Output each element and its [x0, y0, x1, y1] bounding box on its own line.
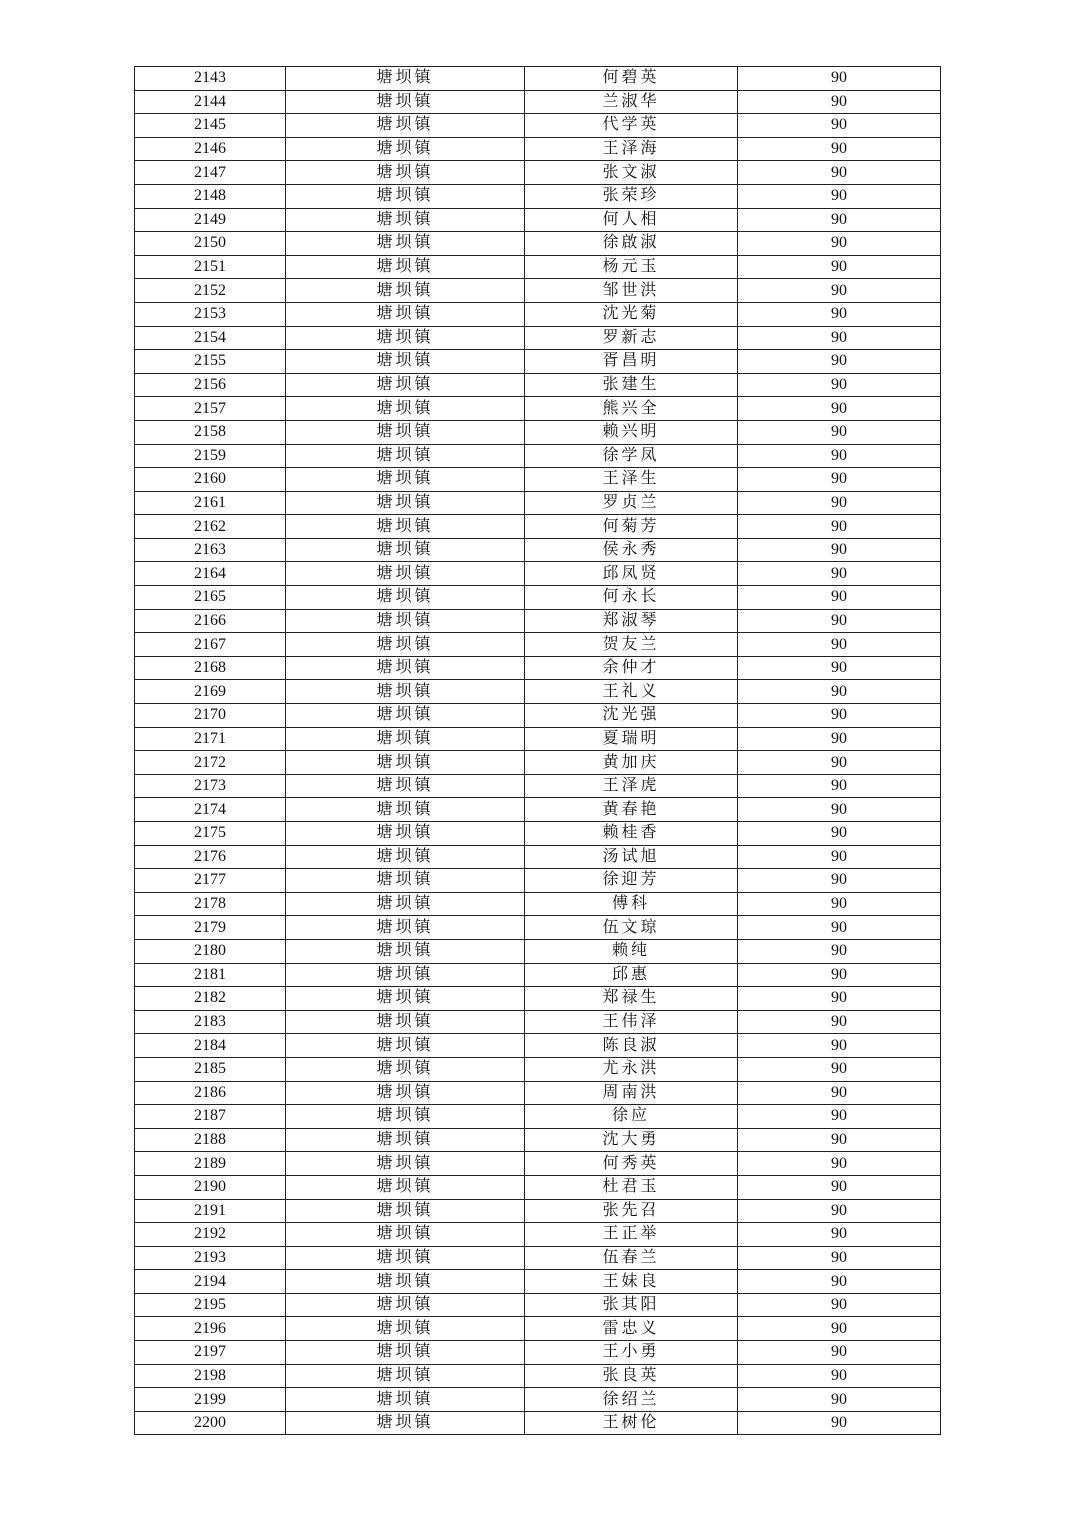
cell-amount: 90: [738, 751, 941, 775]
cell-township: 塘坝镇: [286, 751, 525, 775]
cell-township: 塘坝镇: [286, 1293, 525, 1317]
cell-township: 塘坝镇: [286, 939, 525, 963]
cell-person-name: 张建生: [525, 373, 738, 397]
cell-amount: 90: [738, 90, 941, 114]
cell-township: 塘坝镇: [286, 845, 525, 869]
table-row: [135, 397, 941, 421]
cell-serial-number: 2174: [135, 798, 286, 822]
table-row: [135, 939, 941, 963]
cell-township: 塘坝镇: [286, 798, 525, 822]
cell-township: 塘坝镇: [286, 822, 525, 846]
table-row: [135, 161, 941, 185]
cell-township: 塘坝镇: [286, 491, 525, 515]
cell-township: 塘坝镇: [286, 302, 525, 326]
cell-amount: 90: [738, 704, 941, 728]
cell-amount: 90: [738, 822, 941, 846]
cell-serial-number: 2196: [135, 1317, 286, 1341]
cell-person-name: 王礼义: [525, 680, 738, 704]
table-row: [135, 279, 941, 303]
cell-serial-number: 2158: [135, 420, 286, 444]
cell-person-name: 夏瑞明: [525, 727, 738, 751]
cell-township: 塘坝镇: [286, 67, 525, 91]
cell-amount: 90: [738, 1128, 941, 1152]
cell-person-name: 汤试旭: [525, 845, 738, 869]
cell-serial-number: 2191: [135, 1199, 286, 1223]
cell-person-name: 罗贞兰: [525, 491, 738, 515]
cell-township: 塘坝镇: [286, 704, 525, 728]
table-row: [135, 562, 941, 586]
cell-person-name: 王妹良: [525, 1270, 738, 1294]
table-row: [135, 633, 941, 657]
cell-person-name: 何菊芳: [525, 515, 738, 539]
cell-serial-number: 2152: [135, 279, 286, 303]
cell-person-name: 张良英: [525, 1364, 738, 1388]
cell-township: 塘坝镇: [286, 326, 525, 350]
cell-township: 塘坝镇: [286, 656, 525, 680]
cell-township: 塘坝镇: [286, 1388, 525, 1412]
cell-serial-number: 2182: [135, 987, 286, 1011]
cell-serial-number: 2186: [135, 1081, 286, 1105]
cell-serial-number: 2153: [135, 302, 286, 326]
table-row: [135, 232, 941, 256]
cell-township: 塘坝镇: [286, 963, 525, 987]
cell-serial-number: 2166: [135, 609, 286, 633]
cell-serial-number: 2183: [135, 1010, 286, 1034]
cell-person-name: 伍文琼: [525, 916, 738, 940]
cell-amount: 90: [738, 609, 941, 633]
cell-serial-number: 2159: [135, 444, 286, 468]
cell-amount: 90: [738, 869, 941, 893]
table-row: [135, 987, 941, 1011]
cell-person-name: 沈光强: [525, 704, 738, 728]
cell-township: 塘坝镇: [286, 916, 525, 940]
cell-person-name: 雷忠义: [525, 1317, 738, 1341]
cell-township: 塘坝镇: [286, 1175, 525, 1199]
cell-amount: 90: [738, 184, 941, 208]
cell-township: 塘坝镇: [286, 90, 525, 114]
cell-person-name: 徐迎芳: [525, 869, 738, 893]
cell-person-name: 侯永秀: [525, 538, 738, 562]
cell-amount: 90: [738, 1105, 941, 1129]
cell-amount: 90: [738, 255, 941, 279]
cell-serial-number: 2143: [135, 67, 286, 91]
table-row: [135, 1199, 941, 1223]
cell-serial-number: 2178: [135, 892, 286, 916]
cell-serial-number: 2154: [135, 326, 286, 350]
table-row: [135, 586, 941, 610]
cell-person-name: 郑禄生: [525, 987, 738, 1011]
cell-amount: 90: [738, 680, 941, 704]
cell-person-name: 兰淑华: [525, 90, 738, 114]
cell-person-name: 代学英: [525, 114, 738, 138]
cell-amount: 90: [738, 798, 941, 822]
cell-serial-number: 2148: [135, 184, 286, 208]
cell-amount: 90: [738, 633, 941, 657]
table-row: [135, 208, 941, 232]
cell-township: 塘坝镇: [286, 1317, 525, 1341]
cell-serial-number: 2185: [135, 1057, 286, 1081]
table-row: [135, 1341, 941, 1365]
table-row: [135, 1246, 941, 1270]
cell-township: 塘坝镇: [286, 161, 525, 185]
cell-serial-number: 2195: [135, 1293, 286, 1317]
cell-person-name: 张先召: [525, 1199, 738, 1223]
cell-serial-number: 2197: [135, 1341, 286, 1365]
cell-person-name: 熊兴全: [525, 397, 738, 421]
table-row: [135, 255, 941, 279]
cell-township: 塘坝镇: [286, 1223, 525, 1247]
cell-amount: 90: [738, 232, 941, 256]
cell-amount: 90: [738, 161, 941, 185]
cell-amount: 90: [738, 1411, 941, 1435]
roster-table-body: [135, 67, 941, 1435]
table-row: [135, 1152, 941, 1176]
cell-person-name: 赖兴明: [525, 420, 738, 444]
cell-person-name: 杨元玉: [525, 255, 738, 279]
cell-person-name: 徐绍兰: [525, 1388, 738, 1412]
table-row: [135, 1364, 941, 1388]
cell-amount: 90: [738, 1034, 941, 1058]
cell-amount: 90: [738, 302, 941, 326]
cell-serial-number: 2167: [135, 633, 286, 657]
cell-person-name: 张文淑: [525, 161, 738, 185]
table-row: [135, 1270, 941, 1294]
cell-serial-number: 2160: [135, 468, 286, 492]
cell-amount: 90: [738, 1081, 941, 1105]
cell-township: 塘坝镇: [286, 373, 525, 397]
cell-township: 塘坝镇: [286, 1411, 525, 1435]
cell-township: 塘坝镇: [286, 1364, 525, 1388]
table-row: [135, 468, 941, 492]
cell-person-name: 邱惠: [525, 963, 738, 987]
cell-township: 塘坝镇: [286, 1057, 525, 1081]
table-row: [135, 373, 941, 397]
cell-person-name: 徐学凤: [525, 444, 738, 468]
table-row: [135, 1388, 941, 1412]
cell-serial-number: 2172: [135, 751, 286, 775]
table-row: [135, 892, 941, 916]
cell-serial-number: 2157: [135, 397, 286, 421]
cell-person-name: 沈大勇: [525, 1128, 738, 1152]
cell-amount: 90: [738, 1246, 941, 1270]
cell-township: 塘坝镇: [286, 184, 525, 208]
cell-person-name: 何人相: [525, 208, 738, 232]
cell-serial-number: 2165: [135, 586, 286, 610]
table-row: [135, 869, 941, 893]
cell-township: 塘坝镇: [286, 397, 525, 421]
cell-person-name: 伍春兰: [525, 1246, 738, 1270]
cell-serial-number: 2155: [135, 350, 286, 374]
cell-township: 塘坝镇: [286, 444, 525, 468]
table-row: [135, 1317, 941, 1341]
cell-serial-number: 2193: [135, 1246, 286, 1270]
cell-township: 塘坝镇: [286, 680, 525, 704]
cell-township: 塘坝镇: [286, 774, 525, 798]
cell-amount: 90: [738, 373, 941, 397]
cell-person-name: 邱凤贤: [525, 562, 738, 586]
cell-township: 塘坝镇: [286, 892, 525, 916]
cell-township: 塘坝镇: [286, 869, 525, 893]
cell-township: 塘坝镇: [286, 609, 525, 633]
cell-amount: 90: [738, 326, 941, 350]
cell-township: 塘坝镇: [286, 114, 525, 138]
table-row: [135, 845, 941, 869]
cell-township: 塘坝镇: [286, 255, 525, 279]
cell-amount: 90: [738, 1057, 941, 1081]
cell-amount: 90: [738, 515, 941, 539]
table-row: [135, 963, 941, 987]
cell-person-name: 陈良淑: [525, 1034, 738, 1058]
cell-amount: 90: [738, 397, 941, 421]
cell-serial-number: 2168: [135, 656, 286, 680]
cell-township: 塘坝镇: [286, 586, 525, 610]
cell-amount: 90: [738, 1175, 941, 1199]
cell-serial-number: 2194: [135, 1270, 286, 1294]
cell-township: 塘坝镇: [286, 1010, 525, 1034]
table-row: [135, 491, 941, 515]
table-row: [135, 1175, 941, 1199]
cell-person-name: 何永长: [525, 586, 738, 610]
cell-serial-number: 2164: [135, 562, 286, 586]
cell-person-name: 王树伦: [525, 1411, 738, 1435]
cell-person-name: 杜君玉: [525, 1175, 738, 1199]
table-row: [135, 420, 941, 444]
cell-township: 塘坝镇: [286, 515, 525, 539]
table-row: [135, 1128, 941, 1152]
cell-serial-number: 2161: [135, 491, 286, 515]
table-row: [135, 609, 941, 633]
cell-amount: 90: [738, 1293, 941, 1317]
table-row: [135, 538, 941, 562]
cell-township: 塘坝镇: [286, 1341, 525, 1365]
cell-serial-number: 2156: [135, 373, 286, 397]
cell-amount: 90: [738, 562, 941, 586]
cell-serial-number: 2145: [135, 114, 286, 138]
cell-serial-number: 2192: [135, 1223, 286, 1247]
cell-person-name: 王小勇: [525, 1341, 738, 1365]
cell-township: 塘坝镇: [286, 137, 525, 161]
table-row: [135, 656, 941, 680]
table-row: [135, 1411, 941, 1435]
table-row: [135, 822, 941, 846]
cell-serial-number: 2162: [135, 515, 286, 539]
cell-amount: 90: [738, 1388, 941, 1412]
cell-person-name: 赖桂香: [525, 822, 738, 846]
cell-amount: 90: [738, 1341, 941, 1365]
cell-amount: 90: [738, 1199, 941, 1223]
table-row: [135, 1105, 941, 1129]
table-row: [135, 727, 941, 751]
cell-township: 塘坝镇: [286, 1128, 525, 1152]
cell-serial-number: 2190: [135, 1175, 286, 1199]
table-row: [135, 1034, 941, 1058]
cell-amount: 90: [738, 67, 941, 91]
cell-amount: 90: [738, 916, 941, 940]
cell-amount: 90: [738, 114, 941, 138]
cell-person-name: 尤永洪: [525, 1057, 738, 1081]
cell-person-name: 罗新志: [525, 326, 738, 350]
cell-amount: 90: [738, 1152, 941, 1176]
table-row: [135, 1293, 941, 1317]
cell-amount: 90: [738, 1270, 941, 1294]
cell-amount: 90: [738, 468, 941, 492]
cell-township: 塘坝镇: [286, 987, 525, 1011]
cell-serial-number: 2200: [135, 1411, 286, 1435]
table-row: [135, 1057, 941, 1081]
cell-township: 塘坝镇: [286, 420, 525, 444]
cell-amount: 90: [738, 1317, 941, 1341]
cell-amount: 90: [738, 1223, 941, 1247]
cell-serial-number: 2198: [135, 1364, 286, 1388]
cell-serial-number: 2181: [135, 963, 286, 987]
table-row: [135, 137, 941, 161]
cell-township: 塘坝镇: [286, 727, 525, 751]
cell-person-name: 王正举: [525, 1223, 738, 1247]
cell-amount: 90: [738, 586, 941, 610]
cell-serial-number: 2169: [135, 680, 286, 704]
cell-township: 塘坝镇: [286, 1270, 525, 1294]
cell-amount: 90: [738, 656, 941, 680]
table-row: [135, 326, 941, 350]
cell-amount: 90: [738, 939, 941, 963]
cell-person-name: 张荣珍: [525, 184, 738, 208]
cell-person-name: 王泽虎: [525, 774, 738, 798]
cell-person-name: 何碧英: [525, 67, 738, 91]
cell-person-name: 赖纯: [525, 939, 738, 963]
cell-township: 塘坝镇: [286, 1081, 525, 1105]
table-row: [135, 114, 941, 138]
cell-amount: 90: [738, 987, 941, 1011]
table-row: [135, 704, 941, 728]
cell-person-name: 黄春艳: [525, 798, 738, 822]
table-row: [135, 798, 941, 822]
cell-serial-number: 2146: [135, 137, 286, 161]
cell-township: 塘坝镇: [286, 1034, 525, 1058]
table-row: [135, 444, 941, 468]
cell-person-name: 王泽海: [525, 137, 738, 161]
cell-amount: 90: [738, 491, 941, 515]
cell-serial-number: 2187: [135, 1105, 286, 1129]
cell-township: 塘坝镇: [286, 350, 525, 374]
cell-township: 塘坝镇: [286, 538, 525, 562]
cell-serial-number: 2170: [135, 704, 286, 728]
cell-serial-number: 2163: [135, 538, 286, 562]
cell-serial-number: 2147: [135, 161, 286, 185]
table-row: [135, 184, 941, 208]
cell-township: 塘坝镇: [286, 208, 525, 232]
cell-person-name: 徐应: [525, 1105, 738, 1129]
cell-township: 塘坝镇: [286, 279, 525, 303]
cell-amount: 90: [738, 1364, 941, 1388]
cell-township: 塘坝镇: [286, 468, 525, 492]
cell-amount: 90: [738, 1010, 941, 1034]
cell-amount: 90: [738, 350, 941, 374]
table-row: [135, 680, 941, 704]
table-row: [135, 751, 941, 775]
table-row: [135, 1081, 941, 1105]
table-row: [135, 67, 941, 91]
cell-person-name: 贺友兰: [525, 633, 738, 657]
table-row: [135, 916, 941, 940]
cell-serial-number: 2179: [135, 916, 286, 940]
cell-amount: 90: [738, 208, 941, 232]
cell-amount: 90: [738, 444, 941, 468]
cell-person-name: 沈光菊: [525, 302, 738, 326]
cell-serial-number: 2176: [135, 845, 286, 869]
roster-table: [134, 66, 941, 1435]
cell-person-name: 郑淑琴: [525, 609, 738, 633]
cell-amount: 90: [738, 963, 941, 987]
cell-person-name: 余仲才: [525, 656, 738, 680]
cell-township: 塘坝镇: [286, 232, 525, 256]
cell-township: 塘坝镇: [286, 1246, 525, 1270]
cell-person-name: 傅科: [525, 892, 738, 916]
cell-serial-number: 2175: [135, 822, 286, 846]
cell-serial-number: 2199: [135, 1388, 286, 1412]
cell-serial-number: 2189: [135, 1152, 286, 1176]
cell-amount: 90: [738, 420, 941, 444]
cell-serial-number: 2171: [135, 727, 286, 751]
table-row: [135, 1010, 941, 1034]
cell-township: 塘坝镇: [286, 1105, 525, 1129]
cell-serial-number: 2144: [135, 90, 286, 114]
cell-serial-number: 2151: [135, 255, 286, 279]
table-row: [135, 515, 941, 539]
cell-serial-number: 2188: [135, 1128, 286, 1152]
cell-person-name: 邹世洪: [525, 279, 738, 303]
cell-serial-number: 2184: [135, 1034, 286, 1058]
cell-amount: 90: [738, 279, 941, 303]
cell-amount: 90: [738, 774, 941, 798]
cell-township: 塘坝镇: [286, 1152, 525, 1176]
cell-serial-number: 2173: [135, 774, 286, 798]
cell-person-name: 王泽生: [525, 468, 738, 492]
cell-serial-number: 2180: [135, 939, 286, 963]
cell-person-name: 黄加庆: [525, 751, 738, 775]
cell-amount: 90: [738, 892, 941, 916]
cell-serial-number: 2149: [135, 208, 286, 232]
cell-person-name: 何秀英: [525, 1152, 738, 1176]
cell-township: 塘坝镇: [286, 562, 525, 586]
cell-amount: 90: [738, 538, 941, 562]
cell-person-name: 张其阳: [525, 1293, 738, 1317]
cell-township: 塘坝镇: [286, 633, 525, 657]
cell-person-name: 徐啟淑: [525, 232, 738, 256]
cell-amount: 90: [738, 137, 941, 161]
cell-amount: 90: [738, 727, 941, 751]
cell-person-name: 王伟泽: [525, 1010, 738, 1034]
table-row: [135, 90, 941, 114]
cell-serial-number: 2177: [135, 869, 286, 893]
cell-township: 塘坝镇: [286, 1199, 525, 1223]
table-row: [135, 302, 941, 326]
table-row: [135, 1223, 941, 1247]
cell-person-name: 胥昌明: [525, 350, 738, 374]
cell-serial-number: 2150: [135, 232, 286, 256]
table-row: [135, 774, 941, 798]
cell-person-name: 周南洪: [525, 1081, 738, 1105]
table-row: [135, 350, 941, 374]
cell-amount: 90: [738, 845, 941, 869]
